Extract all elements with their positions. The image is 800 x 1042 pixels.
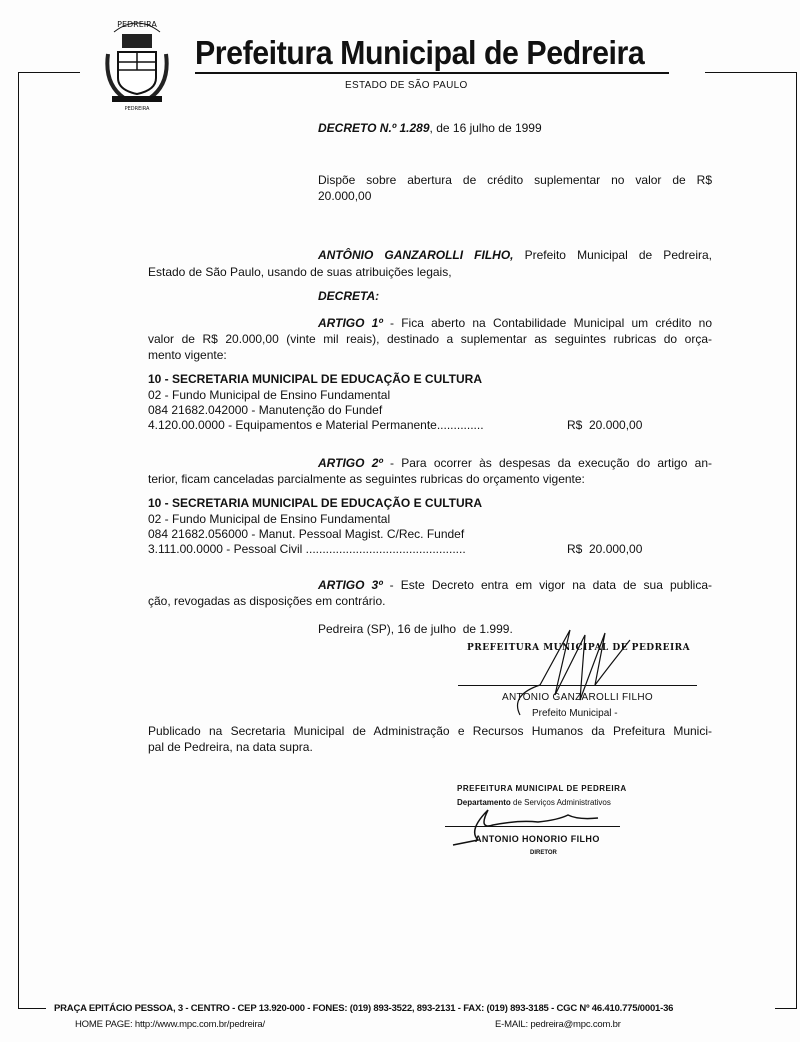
department-rest: de Serviços Administrativos: [510, 798, 611, 807]
art3-label: ARTIGO 3º: [318, 578, 383, 592]
decreta-label: DECRETA:: [318, 289, 380, 303]
signer-1-role: Prefeito Municipal -: [532, 708, 618, 719]
letterhead-title: Prefeitura Municipal de Pedreira: [195, 34, 645, 71]
art1-line-3: mento vigente:: [148, 348, 227, 362]
section2-line-3: 3.111.00.0000 - Pessoal Civil ................................................: [148, 542, 466, 556]
department-bold: Departamento: [457, 798, 511, 807]
published-line-1: Publicado na Secretaria Municipal de Administração e Recursos Humanos da Prefeitura Munici-: [148, 724, 712, 738]
summary-line-2: 20.000,00: [318, 189, 372, 203]
art1-text: - Fica aberto na Contabilidade Municipal um crédito no: [382, 316, 712, 330]
frame-top-right: [705, 72, 796, 73]
section2-heading: 10 - SECRETARIA MUNICIPAL DE EDUCAÇÃO E CULTURA: [148, 496, 483, 510]
decree-date: , de 16 julho de 1999: [429, 121, 542, 135]
stamp-1: PREFEITURA MUNICIPAL DE PEDREIRA: [467, 643, 691, 653]
art3-text: - Este Decreto entra em vigor na data de sua publica-: [382, 578, 712, 592]
svg-text:PEDREIRA: PEDREIRA: [117, 20, 157, 29]
signature-1-line: [458, 685, 697, 686]
art1-label: ARTIGO 1º: [318, 316, 383, 330]
frame-top-left: [18, 72, 80, 73]
section2-line-2: 084 21682.056000 - Manut. Pessoal Magist. C/Rec. Fundef: [148, 527, 465, 541]
section1-line-2: 084 21682.042000 - Manutenção do Fundef: [148, 403, 383, 417]
published-line-2: pal de Pedreira, na data supra.: [148, 740, 313, 754]
art1-line-1: [318, 316, 712, 330]
section1-line-1: 02 - Fundo Municipal de Ensino Fundamental: [148, 388, 391, 402]
mayor-name: ANTÔNIO GANZAROLLI FILHO,: [318, 248, 514, 262]
art2-text: - Para ocorrer às despesas da execução do artigo an-: [382, 456, 712, 470]
place-date: Pedreira (SP), 16 de julho de 1.999.: [318, 622, 513, 636]
signer-2-role: DIRETOR: [530, 850, 557, 856]
art3-line-1: [318, 578, 712, 592]
frame-right: [796, 72, 797, 1009]
section1-heading: 10 - SECRETARIA MUNICIPAL DE EDUCAÇÃO E CULTURA: [148, 372, 483, 386]
summary-line-1: Dispõe sobre abertura de crédito suplementar no valor de R$: [318, 173, 712, 187]
section1-amount: R$ 20.000,00: [567, 418, 643, 432]
frame-left: [18, 72, 19, 1009]
intro-line-2: Estado de São Paulo, usando de suas atribuições legais,: [148, 265, 452, 279]
section2-amount: R$ 20.000,00: [567, 542, 643, 556]
stamp-2: PREFEITURA MUNICIPAL DE PEDREIRA: [457, 784, 627, 793]
signature-2-line: [445, 826, 620, 827]
coat-of-arms-logo: [100, 14, 174, 114]
footer-address: PRAÇA EPITÁCIO PESSOA, 3 - CENTRO - CEP 13.920-000 - FONES: (019) 893-3522, 893-2131 - FAX: (019) 893-3185 - CGC Nº 46.410.775/0001-36: [54, 1003, 674, 1014]
intro-line-1: [318, 248, 712, 262]
art3-line-2: ção, revogadas as disposições em contrário.: [148, 594, 386, 608]
footer-email[interactable]: E-MAIL: pedreira@mpc.com.br: [495, 1019, 621, 1030]
intro-rest: Prefeito Municipal de Pedreira,: [524, 248, 713, 262]
signer-1-name: ANTONIO GANZAROLLI FILHO: [502, 692, 653, 703]
art2-line-2: terior, ficam canceladas parcialmente as seguintes rubricas do orçamento vigente:: [148, 472, 585, 486]
signer-2-name: ANTONIO HONORIO FILHO: [475, 834, 600, 844]
frame-bottom-left: [18, 1008, 46, 1009]
footer-homepage[interactable]: HOME PAGE: http://www.mpc.com.br/pedreira/: [75, 1019, 265, 1030]
art1-line-2: valor de R$ 20.000,00 (vinte mil reais), destinado a suplementar as seguintes rubricas do orça-: [148, 332, 712, 346]
frame-bottom-right: [775, 1008, 796, 1009]
art2-label: ARTIGO 2º: [318, 456, 383, 470]
letterhead-subtitle: ESTADO DE SÃO PAULO: [345, 80, 468, 91]
decree-heading: [318, 121, 542, 135]
section1-line-3: 4.120.00.0000 - Equipamentos e Material Permanente..............: [148, 418, 484, 432]
art2-line-1: [318, 456, 712, 470]
decree-number: DECRETO N.º 1.289: [318, 121, 430, 135]
svg-text:PEDREIRA: PEDREIRA: [124, 106, 150, 112]
section2-line-1: 02 - Fundo Municipal de Ensino Fundamental: [148, 512, 391, 526]
title-underline: [195, 72, 669, 74]
